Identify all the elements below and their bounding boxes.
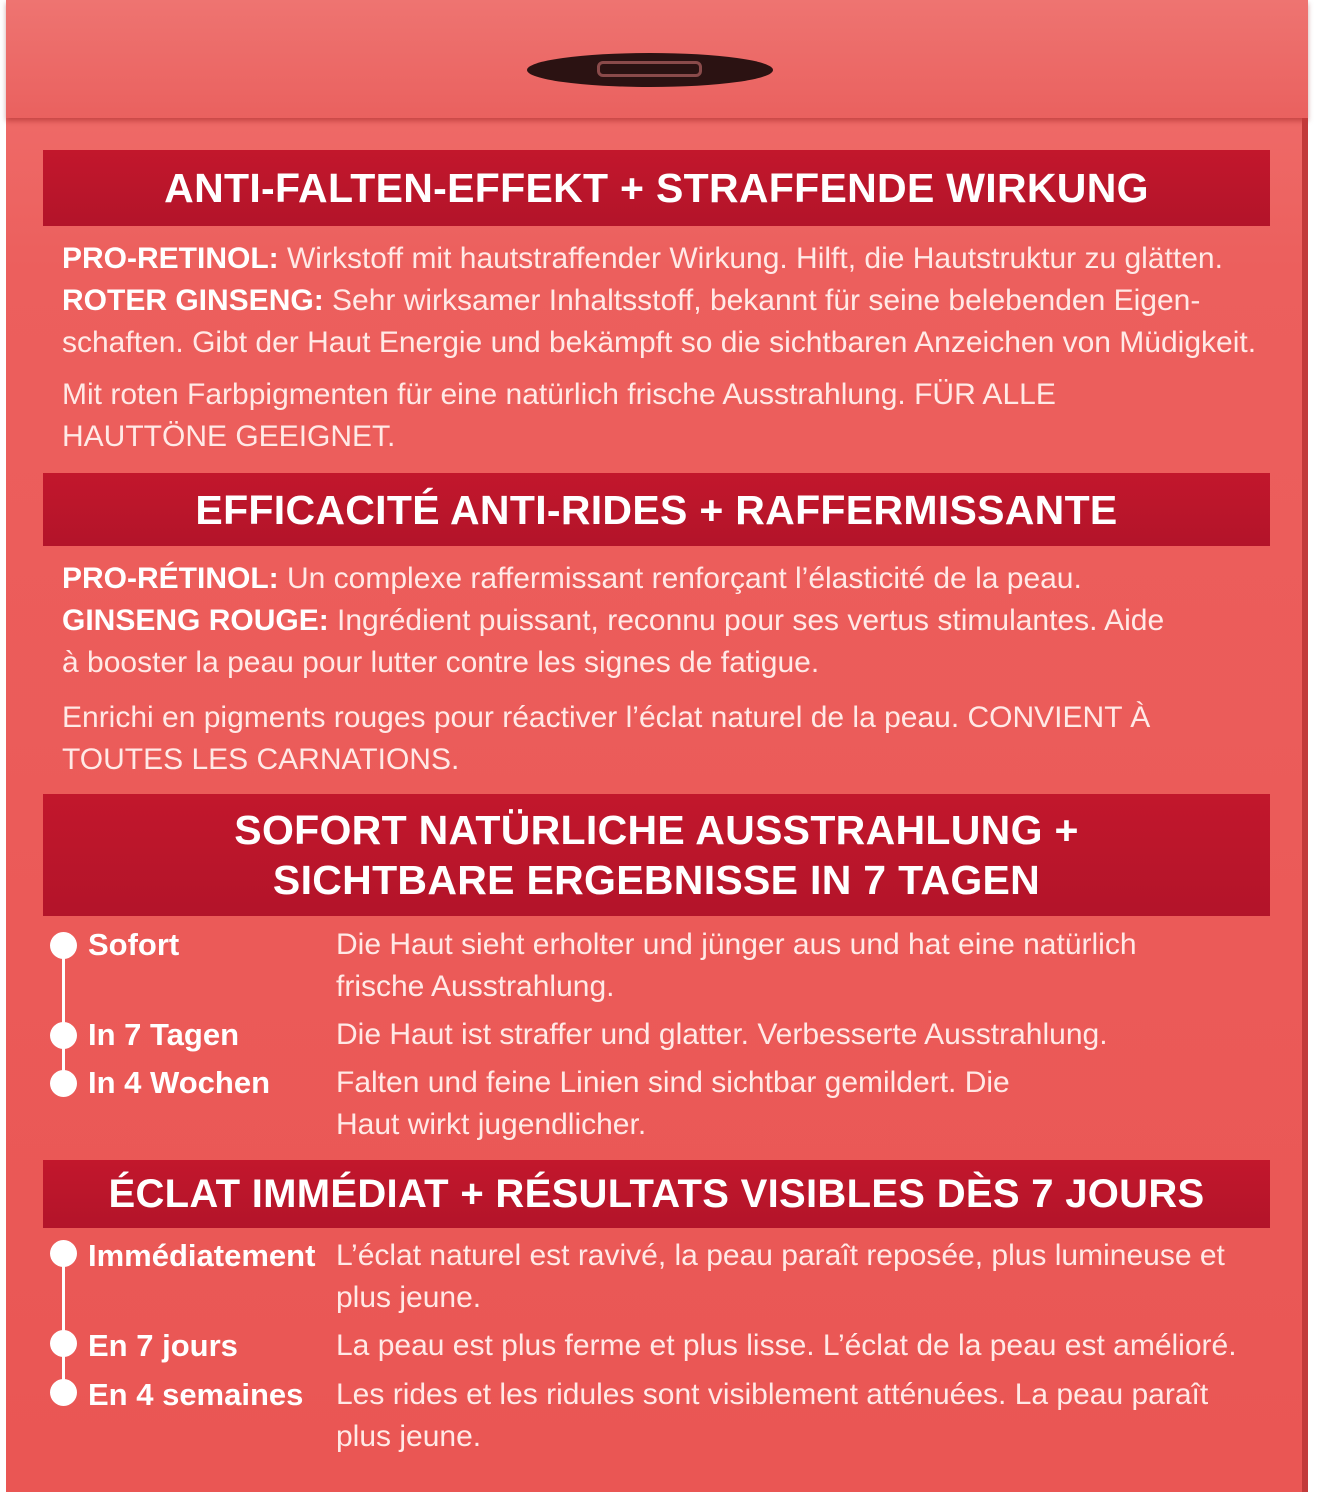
timeline-label: In 7 Tagen <box>88 1017 240 1052</box>
timeline-text: La peau est plus ferme et plus lisse. L’éclat de la peau est amélioré. <box>336 1329 1237 1362</box>
timeline-text: Les rides et les ridules sont visiblement atténuées. La peau paraît plus jeune. <box>336 1378 1209 1453</box>
de-ingredients-paragraph <box>62 238 1272 364</box>
ingredient-text-ginseng-de: Sehr wirksamer Inhaltsstoff, bekannt für seine belebenden Eigen-schaften. Gibt der Haut Energie und bekämpft so die sichtbaren Anzeichen von Müdigkeit. <box>62 284 1257 359</box>
ingredient-label-retinol-fr: PRO-RÉTINOL: <box>62 562 279 595</box>
timeline-dot-icon <box>50 1379 77 1406</box>
ingredient-label-ginseng-fr: GINSENG ROUGE: <box>62 604 329 637</box>
timeline-label: Sofort <box>88 927 180 962</box>
ingredient-label-ginseng-de: ROTER GINSENG: <box>62 284 324 317</box>
heading-line-1: SOFORT NATÜRLICHE AUSSTRAHLUNG + <box>234 807 1079 853</box>
timeline-text: L’éclat naturel est ravivé, la peau paraît reposée, plus lumineuse et plus jeune. <box>336 1239 1225 1314</box>
de-pigments-paragraph: Mit roten Farbpigmenten für eine natürlich frische Ausstrahlung. FÜR ALLE HAUTTÖNE GEEIGNET. <box>62 378 1056 453</box>
section-heading-de-effect <box>43 150 1270 226</box>
timeline-dot-icon <box>50 1022 77 1049</box>
timeline-line-de <box>62 940 65 1085</box>
timeline-dot-icon <box>50 1330 77 1357</box>
section-heading-fr-results <box>43 1160 1270 1228</box>
section-heading-de-results <box>43 794 1270 916</box>
timeline-text: Falten und feine Linien sind sichtbar gemildert. Die Haut wirkt jugendlicher. <box>336 1066 1010 1141</box>
ingredient-text-ginseng-fr: Ingrédient puissant, reconnu pour ses vertus stimulantes. Aide à booster la peau pour lutter contre les signes de fatigue. <box>62 604 1165 679</box>
fr-pigments-paragraph: Enrichi en pigments rouges pour réactiver l’éclat naturel de la peau. CONVIENT À TOUTES LES CARNATIONS. <box>62 701 1151 776</box>
timeline-label: En 7 jours <box>88 1328 238 1363</box>
heading-line-2: SICHTBARE ERGEBNISSE IN 7 TAGEN <box>272 857 1041 903</box>
timeline-dot-icon <box>50 1070 77 1097</box>
heading-text: EFFICACITÉ ANTI-RIDES + RAFFERMISSANTE <box>195 486 1118 533</box>
section-heading-fr-effect <box>43 473 1270 546</box>
brand-logo-icon <box>527 53 773 87</box>
timeline-dot-icon <box>50 1240 77 1267</box>
fr-ingredients-paragraph <box>62 558 1172 684</box>
box-edge <box>1302 118 1308 1492</box>
ingredient-text-retinol-fr: Un complexe raffermissant renforçant l’élasticité de la peau. <box>278 562 1082 595</box>
timeline-dot-icon <box>50 932 77 959</box>
packaging-lid <box>6 0 1308 118</box>
timeline-text: Die Haut ist straffer und glatter. Verbesserte Ausstrahlung. <box>336 1018 1108 1051</box>
timeline-label: En 4 semaines <box>88 1377 304 1412</box>
heading-text: ÉCLAT IMMÉDIAT + RÉSULTATS VISIBLES DÈS 7 JOURS <box>108 1172 1205 1216</box>
heading-text: ANTI-FALTEN-EFFEKT + STRAFFENDE WIRKUNG <box>164 165 1149 211</box>
ingredient-label-retinol-de: PRO-RETINOL: <box>62 242 279 275</box>
timeline-line-fr <box>62 1252 65 1390</box>
timeline-label: Immédiatement <box>88 1238 316 1273</box>
timeline-label: In 4 Wochen <box>88 1065 271 1100</box>
ingredient-text-retinol-de: Wirkstoff mit hautstraffender Wirkung. Hilft, die Hautstruktur zu glätten. <box>278 242 1223 275</box>
timeline-text: Die Haut sieht erholter und jünger aus und hat eine natürlich frische Ausstrahlung. <box>336 928 1137 1003</box>
